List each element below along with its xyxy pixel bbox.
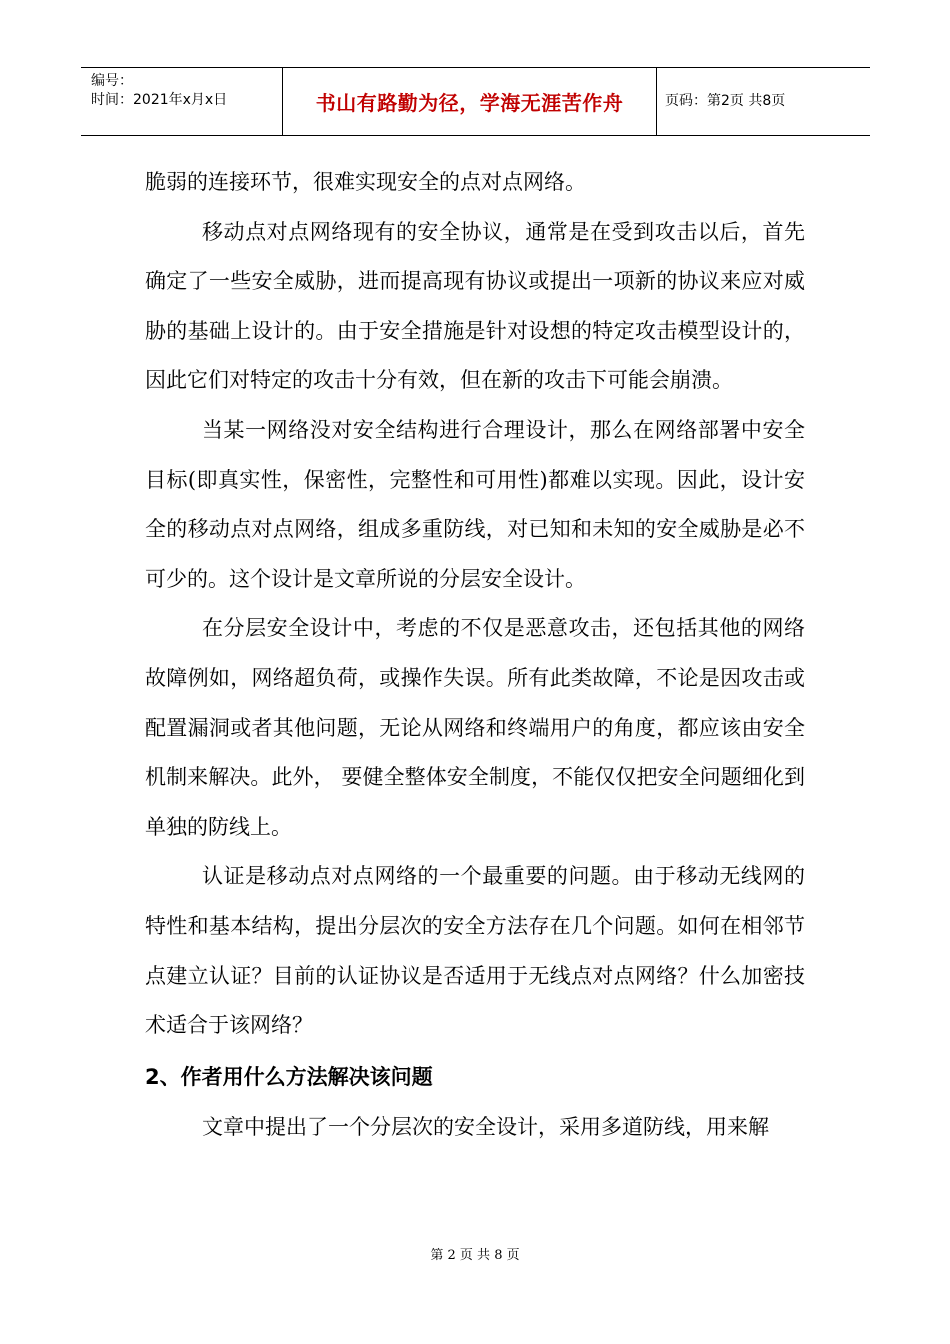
paragraph: 认证是移动点对点网络的一个最重要的问题。由于移动无线网的特性和基本结构，提出分层次的安全方法存在几个问题。如何在相邻节点建立认证？目前的认证协议是否适用于无线点对点网络？什么加密技术适合于该网络？ bbox=[145, 864, 805, 1038]
paragraph: 移动点对点网络现有的安全协议，通常是在受到攻击以后，首先确定了一些安全威胁，进而提高现有协议或提出一项新的协议来应对威胁的基础上设计的。由于安全措施是针对设想的特定攻击模型设计的，因此它们对特定的攻击十分有效，但在新的攻击下可能会崩溃。 bbox=[145, 219, 805, 393]
paragraph-continuation: 脆弱的连接环节，很难实现安全的点对点网络。 bbox=[145, 170, 586, 194]
header-motto-cell bbox=[283, 68, 657, 135]
document-number-label: 编号： bbox=[91, 73, 133, 89]
document-body bbox=[145, 158, 805, 1152]
document-time-label: 时间：2021年x月x日 bbox=[91, 92, 228, 108]
paragraph-last: 文章中提出了一个分层次的安全设计，采用多道防线，用来解 bbox=[202, 1114, 769, 1139]
paragraph: 当某一网络没对安全结构进行合理设计，那么在网络部署中安全目标(即真实性，保密性，完整性和可用性)都难以实现。因此，设计安全的移动点对点网络，组成多重防线，对已知和未知的安全威胁是必不可少的。这个设计是文章所说的分层安全设计。 bbox=[145, 417, 805, 591]
section-heading: 2、作者用什么方法解决该问题 bbox=[145, 1064, 433, 1089]
header-motto: 书山有路勤为径，学海无涯苦作舟 bbox=[315, 91, 624, 115]
header-page-cell bbox=[657, 68, 870, 135]
header-page-code: 页码：第2页 共8页 bbox=[665, 93, 786, 109]
page-footer: 第 2 页 共 8 页 bbox=[430, 1248, 520, 1263]
header-meta-cell bbox=[81, 68, 283, 135]
page-header bbox=[81, 67, 870, 136]
paragraph: 在分层安全设计中，考虑的不仅是恶意攻击，还包括其他的网络故障例如，网络超负荷，或操作失误。所有此类故障，不论是因攻击或配置漏洞或者其他问题，无论从网络和终端用户的角度，都应该由安全机制来解决。此外， 要健全整体安全制度，不能仅仅把安全问题细化到单独的防线上。 bbox=[145, 616, 805, 839]
